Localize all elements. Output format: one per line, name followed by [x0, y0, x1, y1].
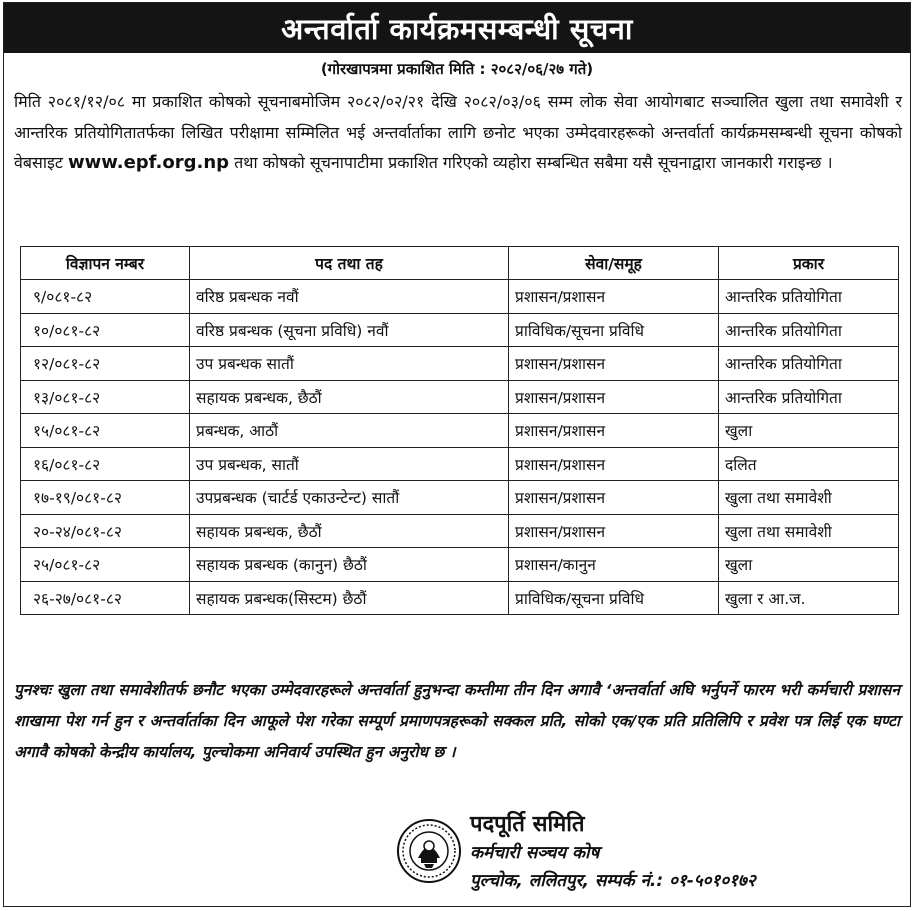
table-row	[21, 380, 899, 414]
post-level-cell: वरिष्ठ प्रबन्धक नवौं	[190, 280, 509, 314]
table-row	[21, 414, 899, 448]
table-row	[21, 347, 899, 381]
type-cell: आन्तरिक प्रतियोगिता	[719, 380, 899, 414]
postscript-note: पुनश्चः खुला तथा समावेशीतर्फ छनौट भएका उम्मेदवारहरूले अन्तर्वार्ता हुनुभन्दा कम्तीमा तीन दिन अगावै ‘अन्तर्वार्ता अघि भर्नुपर्ने फारम भरी कर्मचारी प्रशासन शाखामा पेश गर्न हुन र अन्तर्वार्ताका दिन आफूले पेश गरेका सम्पूर्ण प्रमाणपत्रहरूको सक्कल प्रति, सोको एक/एक प्रति प्रतिलिपि र प्रवेश पत्र लिई एक घण्टा अगावै कोषको केन्द्रीय कार्यालय, पुल्चोकमा अनिवार्य उपस्थित हुन अनुरोध छ ।	[14, 681, 900, 761]
service-group-cell: प्रशासन/प्रशासन	[509, 514, 719, 548]
type-cell: आन्तरिक प्रतियोगिता	[719, 280, 899, 314]
intro-paragraph	[14, 87, 902, 179]
post-level-cell: सहायक प्रबन्धक, छैठौं	[190, 514, 509, 548]
type-cell: खुला	[719, 414, 899, 448]
post-level-cell: वरिष्ठ प्रबन्धक (सूचना प्रविधि) नवौं	[190, 313, 509, 347]
organization-name: कर्मचारी सञ्चय कोष	[470, 843, 600, 863]
table-row	[21, 548, 899, 582]
post-level-cell: उप प्रबन्धक, सातौं	[190, 447, 509, 481]
epf-seal-icon	[396, 818, 462, 884]
service-group-cell: प्रशासन/प्रशासन	[509, 447, 719, 481]
service-group-cell: प्रशासन/प्रशासन	[509, 380, 719, 414]
type-cell: खुला तथा समावेशी	[719, 481, 899, 515]
committee-name: पदपूर्ति समिति	[470, 812, 585, 837]
ad-number-cell: १३/०८१-८२	[21, 380, 190, 414]
service-group-cell: प्रशासन/प्रशासन	[509, 414, 719, 448]
header-type: प्रकार	[719, 247, 899, 280]
ad-number-cell: २६-२७/०८१-८२	[21, 581, 190, 615]
type-cell: खुला	[719, 548, 899, 582]
notice-title: अन्तर्वार्ता कार्यक्रमसम्बन्धी सूचना	[4, 3, 910, 53]
service-group-cell: प्राविधिक/सूचना प्रविधि	[509, 313, 719, 347]
table-row	[21, 581, 899, 615]
intro-text-after-url: तथा कोषको सूचनापाटीमा प्रकाशित गरिएको व्यहोरा सम्बन्धित सबैमा यसै सूचनाद्वारा जानकारी गराइन्छ ।	[234, 153, 833, 172]
ad-number-cell: १७-१९/०८१-८२	[21, 481, 190, 515]
ad-number-cell: ९/०८१-८२	[21, 280, 190, 314]
ad-number-cell: १२/०८१-८२	[21, 347, 190, 381]
service-group-cell: प्रशासन/कानुन	[509, 548, 719, 582]
service-group-cell: प्रशासन/प्रशासन	[509, 280, 719, 314]
post-level-cell: सहायक प्रबन्धक (कानुन) छैठौं	[190, 548, 509, 582]
type-cell: खुला तथा समावेशी	[719, 514, 899, 548]
ad-number-cell: १०/०८१-८२	[21, 313, 190, 347]
post-level-cell: सहायक प्रबन्धक(सिस्टम) छैठौं	[190, 581, 509, 615]
post-level-cell: उपप्रबन्धक (चार्टर्ड एकाउन्टेन्ट) सातौं	[190, 481, 509, 515]
ad-number-cell: १५/०८१-८२	[21, 414, 190, 448]
service-group-cell: प्राविधिक/सूचना प्रविधि	[509, 581, 719, 615]
header-ad-number: विज्ञापन नम्बर	[21, 247, 190, 280]
ad-number-cell: २०-२४/०८१-८२	[21, 514, 190, 548]
address-contact: पुल्चोक, ललितपुर, सम्पर्क नं.: ०१-५०१०१७२	[470, 871, 756, 891]
service-group-cell: प्रशासन/प्रशासन	[509, 347, 719, 381]
ad-number-cell: २५/०८१-८२	[21, 548, 190, 582]
table-row	[21, 313, 899, 347]
type-cell: आन्तरिक प्रतियोगिता	[719, 313, 899, 347]
service-group-cell: प्रशासन/प्रशासन	[509, 481, 719, 515]
table-row	[21, 280, 899, 314]
type-cell: खुला र आ.ज.	[719, 581, 899, 615]
post-level-cell: उप प्रबन्धक सातौं	[190, 347, 509, 381]
header-service-group: सेवा/समूह	[509, 247, 719, 280]
type-cell: आन्तरिक प्रतियोगिता	[719, 347, 899, 381]
table-header-row	[21, 247, 899, 280]
vacancy-table	[20, 246, 899, 615]
table-row	[21, 481, 899, 515]
header-post-level: पद तथा तह	[190, 247, 509, 280]
table-row	[21, 514, 899, 548]
intro-text-before-url: मिति २०८१/१२/०८ मा प्रकाशित कोषको सूचनाबमोजिम २०८२/०२/२१ देखि २०८२/०३/०६ सम्म लोक सेवा आयोगबाट सञ्चालित खुला तथा समावेशी र आन्तरिक प्रतियोगितातर्फका लिखित परीक्षामा सम्मिलित भई अन्तर्वार्ताका लागि छनोट भएका उम्मेदवारहरूको अन्तर्वार्ता कार्यक्रमसम्बन्धी सूचना कोषको वेबसाइट	[14, 92, 902, 172]
notice-frame	[3, 2, 911, 907]
table-row	[21, 447, 899, 481]
signature-block	[470, 811, 756, 895]
publication-date-note: (गोरखापत्रमा प्रकाशित मिति : २०८२/०६/२७ गते)	[320, 60, 594, 78]
ad-number-cell: १६/०८१-८२	[21, 447, 190, 481]
post-level-cell: सहायक प्रबन्धक, छैठौं	[190, 380, 509, 414]
website-link[interactable]: www.epf.org.np	[68, 152, 230, 173]
post-level-cell: प्रबन्धक, आठौं	[190, 414, 509, 448]
type-cell: दलित	[719, 447, 899, 481]
